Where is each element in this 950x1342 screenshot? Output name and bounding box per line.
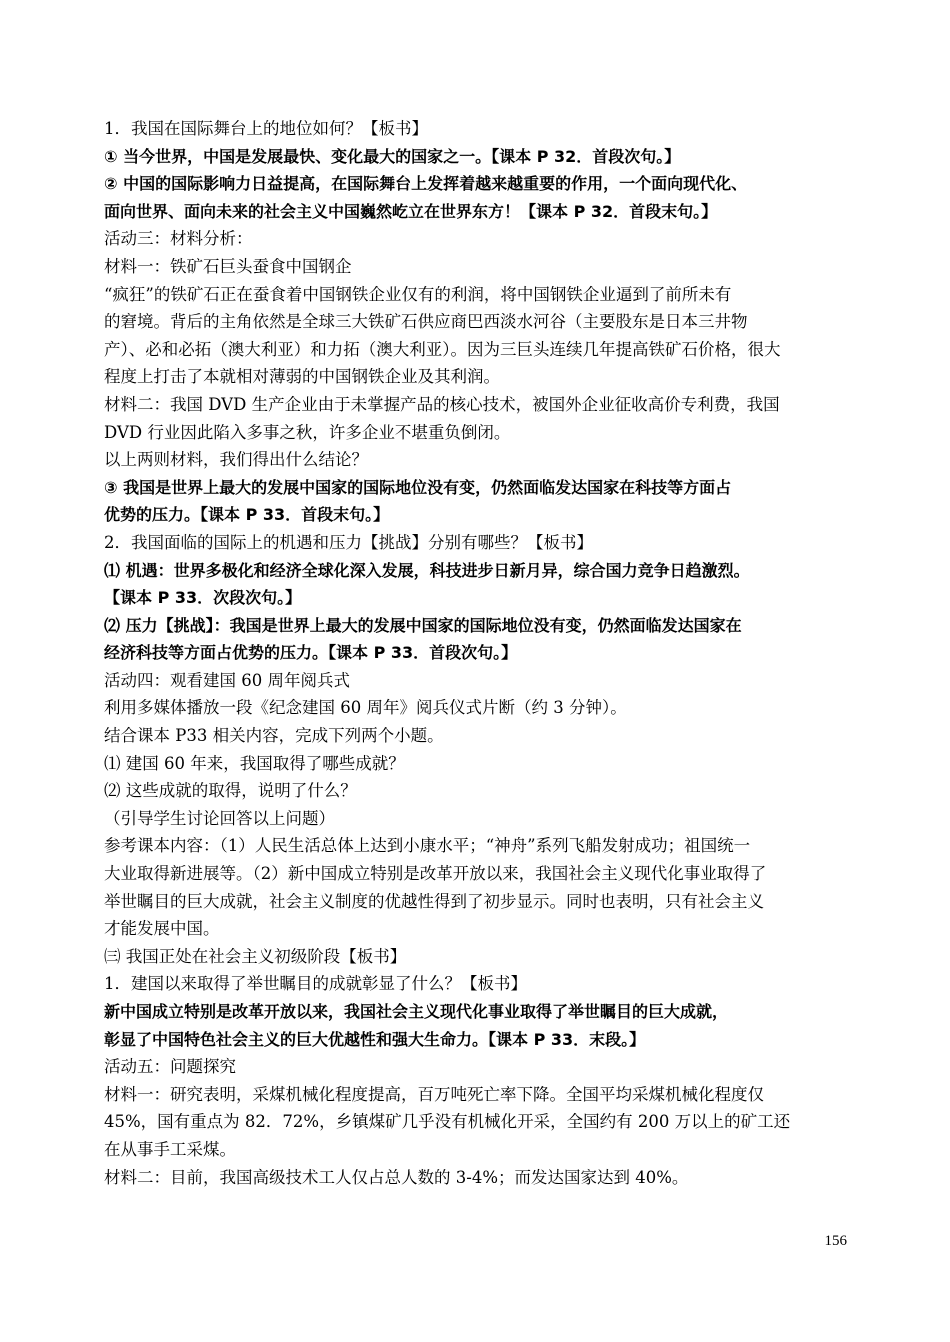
text-line: 举世瞩目的巨大成就，社会主义制度的优越性得到了初步显示。同时也表明，只有社会主义 — [104, 891, 764, 911]
text-line: 产）、必和必拓（澳大利亚）和力拓（澳大利亚）。因为三巨头连续几年提高铁矿石价格，很大 — [104, 339, 781, 359]
text-line: 1．建国以来取得了举世瞩目的成就彰显了什么？【板书】 — [104, 974, 527, 994]
bold-text-line: ⑴ 机遇：世界多极化和经济全球化深入发展，科技进步日新月异，综合国力竞争日趋激烈。 — [104, 560, 750, 580]
bold-text-line: 面向世界、面向未来的社会主义中国巍然屹立在世界东方！【课本 P 32．首段末句。】 — [104, 201, 718, 221]
text-line: 材料二：我国 DVD 生产企业由于未掌握产品的核心技术，被国外企业征收高价专利费，我国 — [104, 394, 780, 414]
text-line: 材料一：研究表明，采煤机械化程度提高，百万吨死亡率下降。全国平均采煤机械化程度仅 — [104, 1084, 764, 1104]
bold-text-line: 彰显了中国特色社会主义的巨大优越性和强大生命力。【课本 P 33．末段。】 — [104, 1029, 646, 1049]
text-line: 参考课本内容：（1）人民生活总体上达到小康水平；“神舟”系列飞船发射成功；祖国统一 — [104, 836, 751, 856]
text-line: DVD 行业因此陷入多事之秋，许多企业不堪重负倒闭。 — [104, 422, 511, 442]
text-line: ⑴ 建国 60 年来，我国取得了哪些成就？ — [104, 753, 405, 773]
text-line: 1．我国在国际舞台上的地位如何？【板书】 — [104, 119, 428, 138]
bold-text-line: 【课本 P 33．次段次句。】 — [104, 588, 302, 608]
text-line: ⑵ 这些成就的取得，说明了什么？ — [104, 781, 357, 801]
page-number: 156 — [824, 1233, 847, 1249]
bold-text-line: ① 当今世界，中国是发展最快、变化最大的国家之一。【课本 P 32．首段次句。】 — [104, 146, 681, 166]
bold-text-line: ③ 我国是世界上最大的发展中国家的国际地位没有变，仍然面临发达国家在科技等方面占 — [104, 477, 732, 497]
text-line: ㈢ 我国正处在社会主义初级阶段【板书】 — [104, 946, 407, 966]
text-line: 材料一：铁矿石巨头蚕食中国钢企 — [104, 256, 352, 276]
text-line: 活动四：观看建国 60 周年阅兵式 — [104, 670, 350, 690]
text-line: 大业取得新进展等。（2）新中国成立特别是改革开放以来，我国社会主义现代化事业取得了 — [104, 864, 767, 884]
text-line: 在从事手工采煤。 — [104, 1139, 236, 1159]
text-line: 利用多媒体播放一段《纪念建国 60 周年》阅兵仪式片断（约 3 分钟）。 — [104, 698, 627, 718]
text-line: 材料二：目前，我国高级技术工人仅占总人数的 3-4%；而发达国家达到 40%。 — [104, 1167, 689, 1187]
text-line: 才能发展中国。 — [104, 919, 220, 939]
bold-text-line: ② 中国的国际影响力日益提高，在国际舞台上发挥着越来越重要的作用，一个面向现代化、 — [104, 174, 748, 194]
bold-text-line: ⑵ 压力【挑战】：我国是世界上最大的发展中国家的国际地位没有变，仍然面临发达国家在 — [104, 615, 742, 635]
text-line: （引导学生讨论回答以上问题） — [104, 808, 335, 828]
text-line: 以上两则材料，我们得出什么结论？ — [104, 450, 368, 470]
text-line: 活动三：材料分析： — [104, 229, 253, 249]
text-line: “疯狂”的铁矿石正在蚕食着中国钢铁企业仅有的利润，将中国钢铁企业逼到了前所未有 — [104, 284, 732, 304]
text-line: 结合课本 P33 相关内容，完成下列两个小题。 — [104, 726, 444, 746]
text-line: 的窘境。背后的主角依然是全球三大铁矿石供应商巴西淡水河谷（主要股东是日本三井物 — [104, 312, 748, 332]
text-line: 2．我国面临的国际上的机遇和压力【挑战】分别有哪些？【板书】 — [104, 532, 593, 552]
bold-text-line: 经济科技等方面占优势的压力。【课本 P 33．首段次句。】 — [104, 643, 518, 663]
document-body — [104, 115, 850, 1191]
bold-text-line: 新中国成立特别是改革开放以来，我国社会主义现代化事业取得了举世瞩目的巨大成就， — [104, 1002, 729, 1021]
text-line: 45%，国有重点为 82．72%，乡镇煤矿几乎没有机械化开采，全国约有 200 万以上的矿工还 — [104, 1112, 791, 1132]
text-line: 活动五：问题探究 — [104, 1057, 236, 1077]
bold-text-line: 优势的压力。【课本 P 33．首段末句。】 — [104, 505, 390, 525]
text-line: 程度上打击了本就相对薄弱的中国钢铁企业及其利润。 — [104, 367, 500, 387]
